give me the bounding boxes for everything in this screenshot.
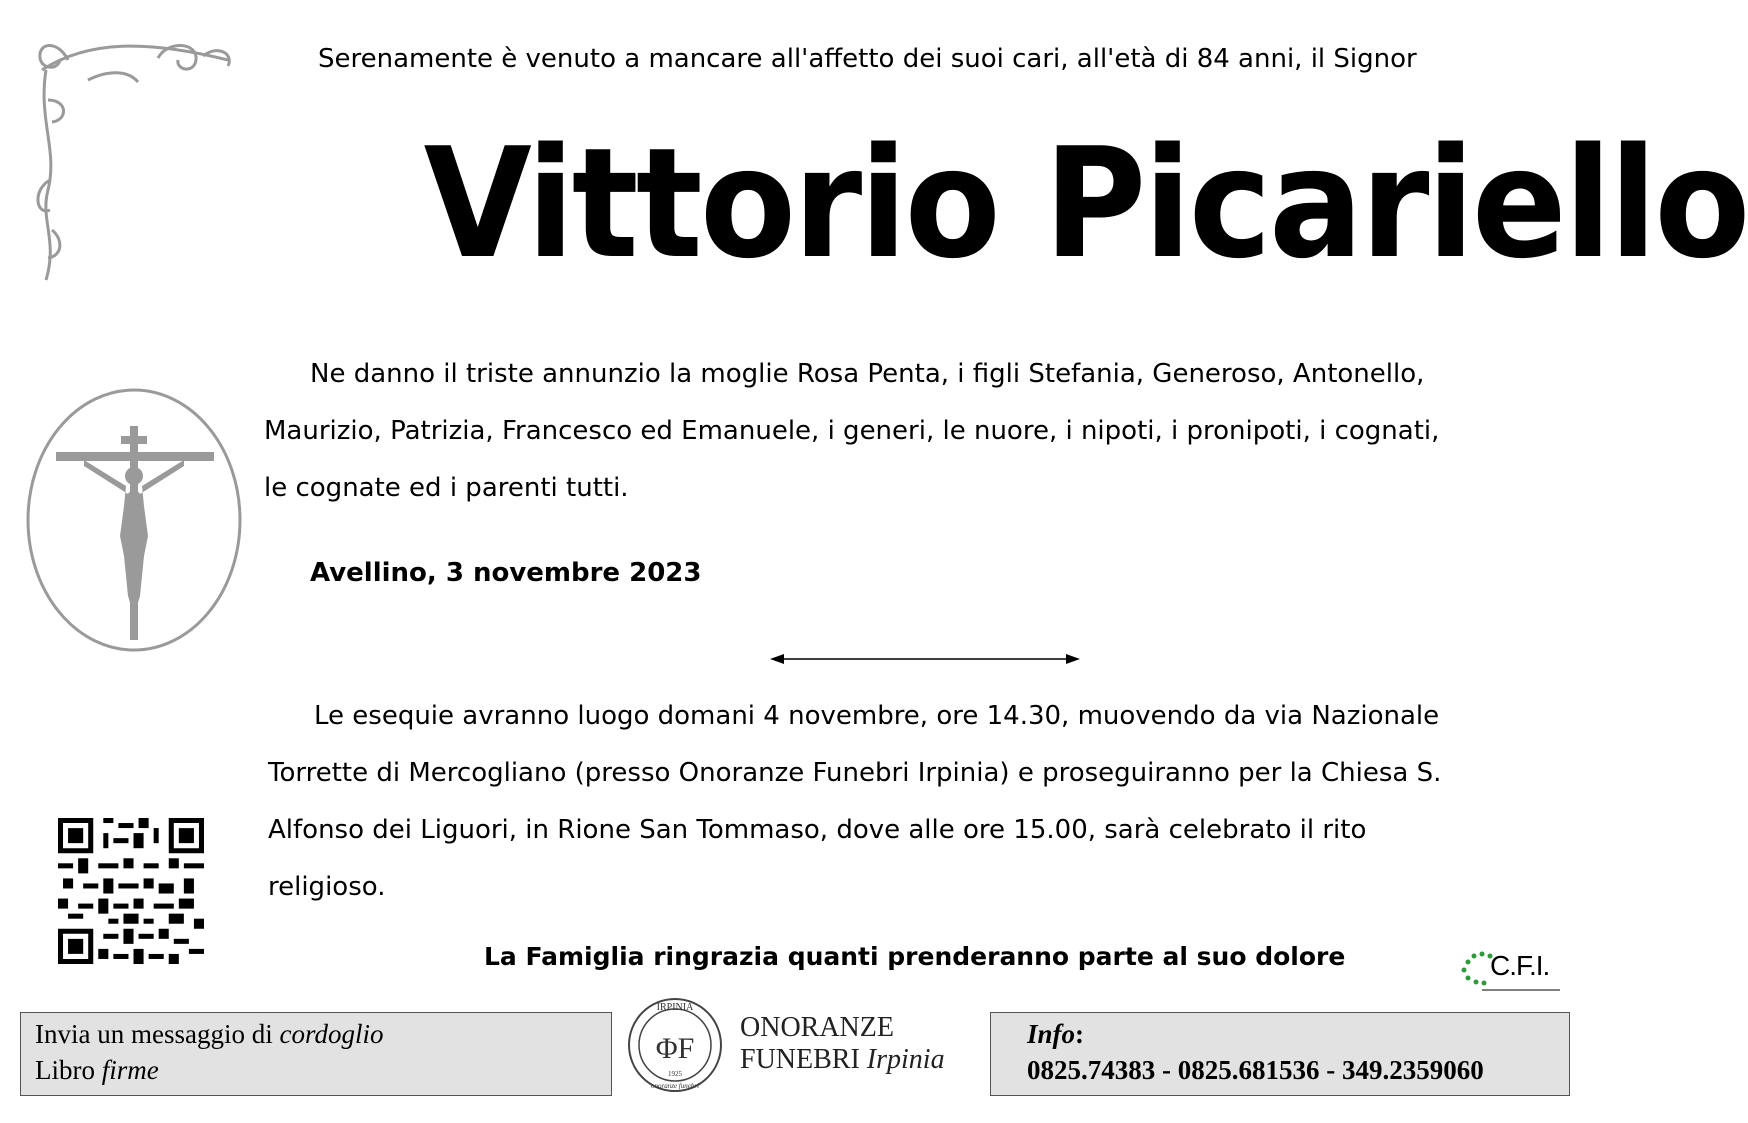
guestbook-label-italic: firme	[101, 1055, 159, 1085]
send-condolence-label: Invia un messaggio di	[35, 1019, 280, 1049]
funeral-line: Le esequie avranno luogo domani 4 novembre, ore 14.30, muovendo da via Nazionale	[314, 701, 1440, 731]
send-condolence-link[interactable]	[35, 1019, 383, 1050]
announcement-paragraph	[264, 346, 1560, 517]
guestbook-label: Libro	[35, 1055, 102, 1085]
funeral-line: Alfonso dei Liguori, in Rione San Tommaso, dove alle ore 15.00, sarà celebrato il rito	[268, 815, 1367, 845]
agency-name-line2	[740, 1044, 945, 1076]
info-label-colon: :	[1075, 1019, 1085, 1049]
info-label	[1027, 1019, 1084, 1050]
divider-arrow	[770, 652, 1080, 666]
agency-name	[740, 1012, 945, 1076]
cfi-logo	[1460, 950, 1570, 998]
phone-numbers[interactable]: 0825.74383 - 0825.681536 - 349.2359060	[1027, 1055, 1484, 1085]
thanks-text: La Famiglia ringrazia quanti prenderanno parte al suo dolore	[484, 942, 1346, 971]
info-label-text: Info	[1027, 1019, 1076, 1049]
agency-name-word: FUNEBRI	[740, 1044, 867, 1075]
corner-ornament	[28, 30, 244, 290]
announcement-line: Maurizio, Patrizia, Francesco ed Emanuele, i generi, le nuore, i nipoti, i pronipoti, i cognati,	[264, 416, 1440, 446]
info-box	[990, 1012, 1570, 1096]
announcement-line: Ne danno il triste annunzio la moglie Rosa Penta, i figli Stefania, Generoso, Antonello,	[310, 359, 1425, 389]
qr-code[interactable]	[58, 818, 204, 964]
seal-bottom-text: onoranze funebri	[650, 1082, 700, 1090]
cfi-logo-text: C.F.I.	[1490, 950, 1550, 981]
funeral-line: Torrette di Mercogliano (presso Onoranze Funebri Irpinia) e proseguiranno per la Chiesa S.	[268, 758, 1442, 788]
crucifix-icon	[24, 386, 248, 662]
agency-name-line1: ONORANZE	[740, 1012, 894, 1043]
condolence-box[interactable]	[20, 1012, 612, 1096]
guestbook-link[interactable]	[35, 1055, 159, 1086]
send-condolence-label-italic: cordoglio	[279, 1019, 384, 1049]
agency-seal	[626, 996, 724, 1094]
announcement-line: le cognate ed i parenti tutti.	[264, 473, 629, 503]
svg-text:ΦF: ΦF	[655, 1032, 695, 1065]
agency-name-italic: Irpinia	[866, 1044, 945, 1075]
seal-year: 1925	[668, 1070, 682, 1078]
intro-text: Serenamente è venuto a mancare all'affetto dei suoi cari, all'età di 84 anni, il Signor	[318, 44, 1417, 74]
deceased-name: Vittorio Picariello	[423, 115, 1748, 292]
place-date: Avellino, 3 novembre 2023	[310, 558, 702, 588]
seal-top-text: IRPINIA	[656, 1002, 694, 1013]
funeral-paragraph	[268, 688, 1564, 916]
funeral-line: religioso.	[268, 872, 386, 902]
